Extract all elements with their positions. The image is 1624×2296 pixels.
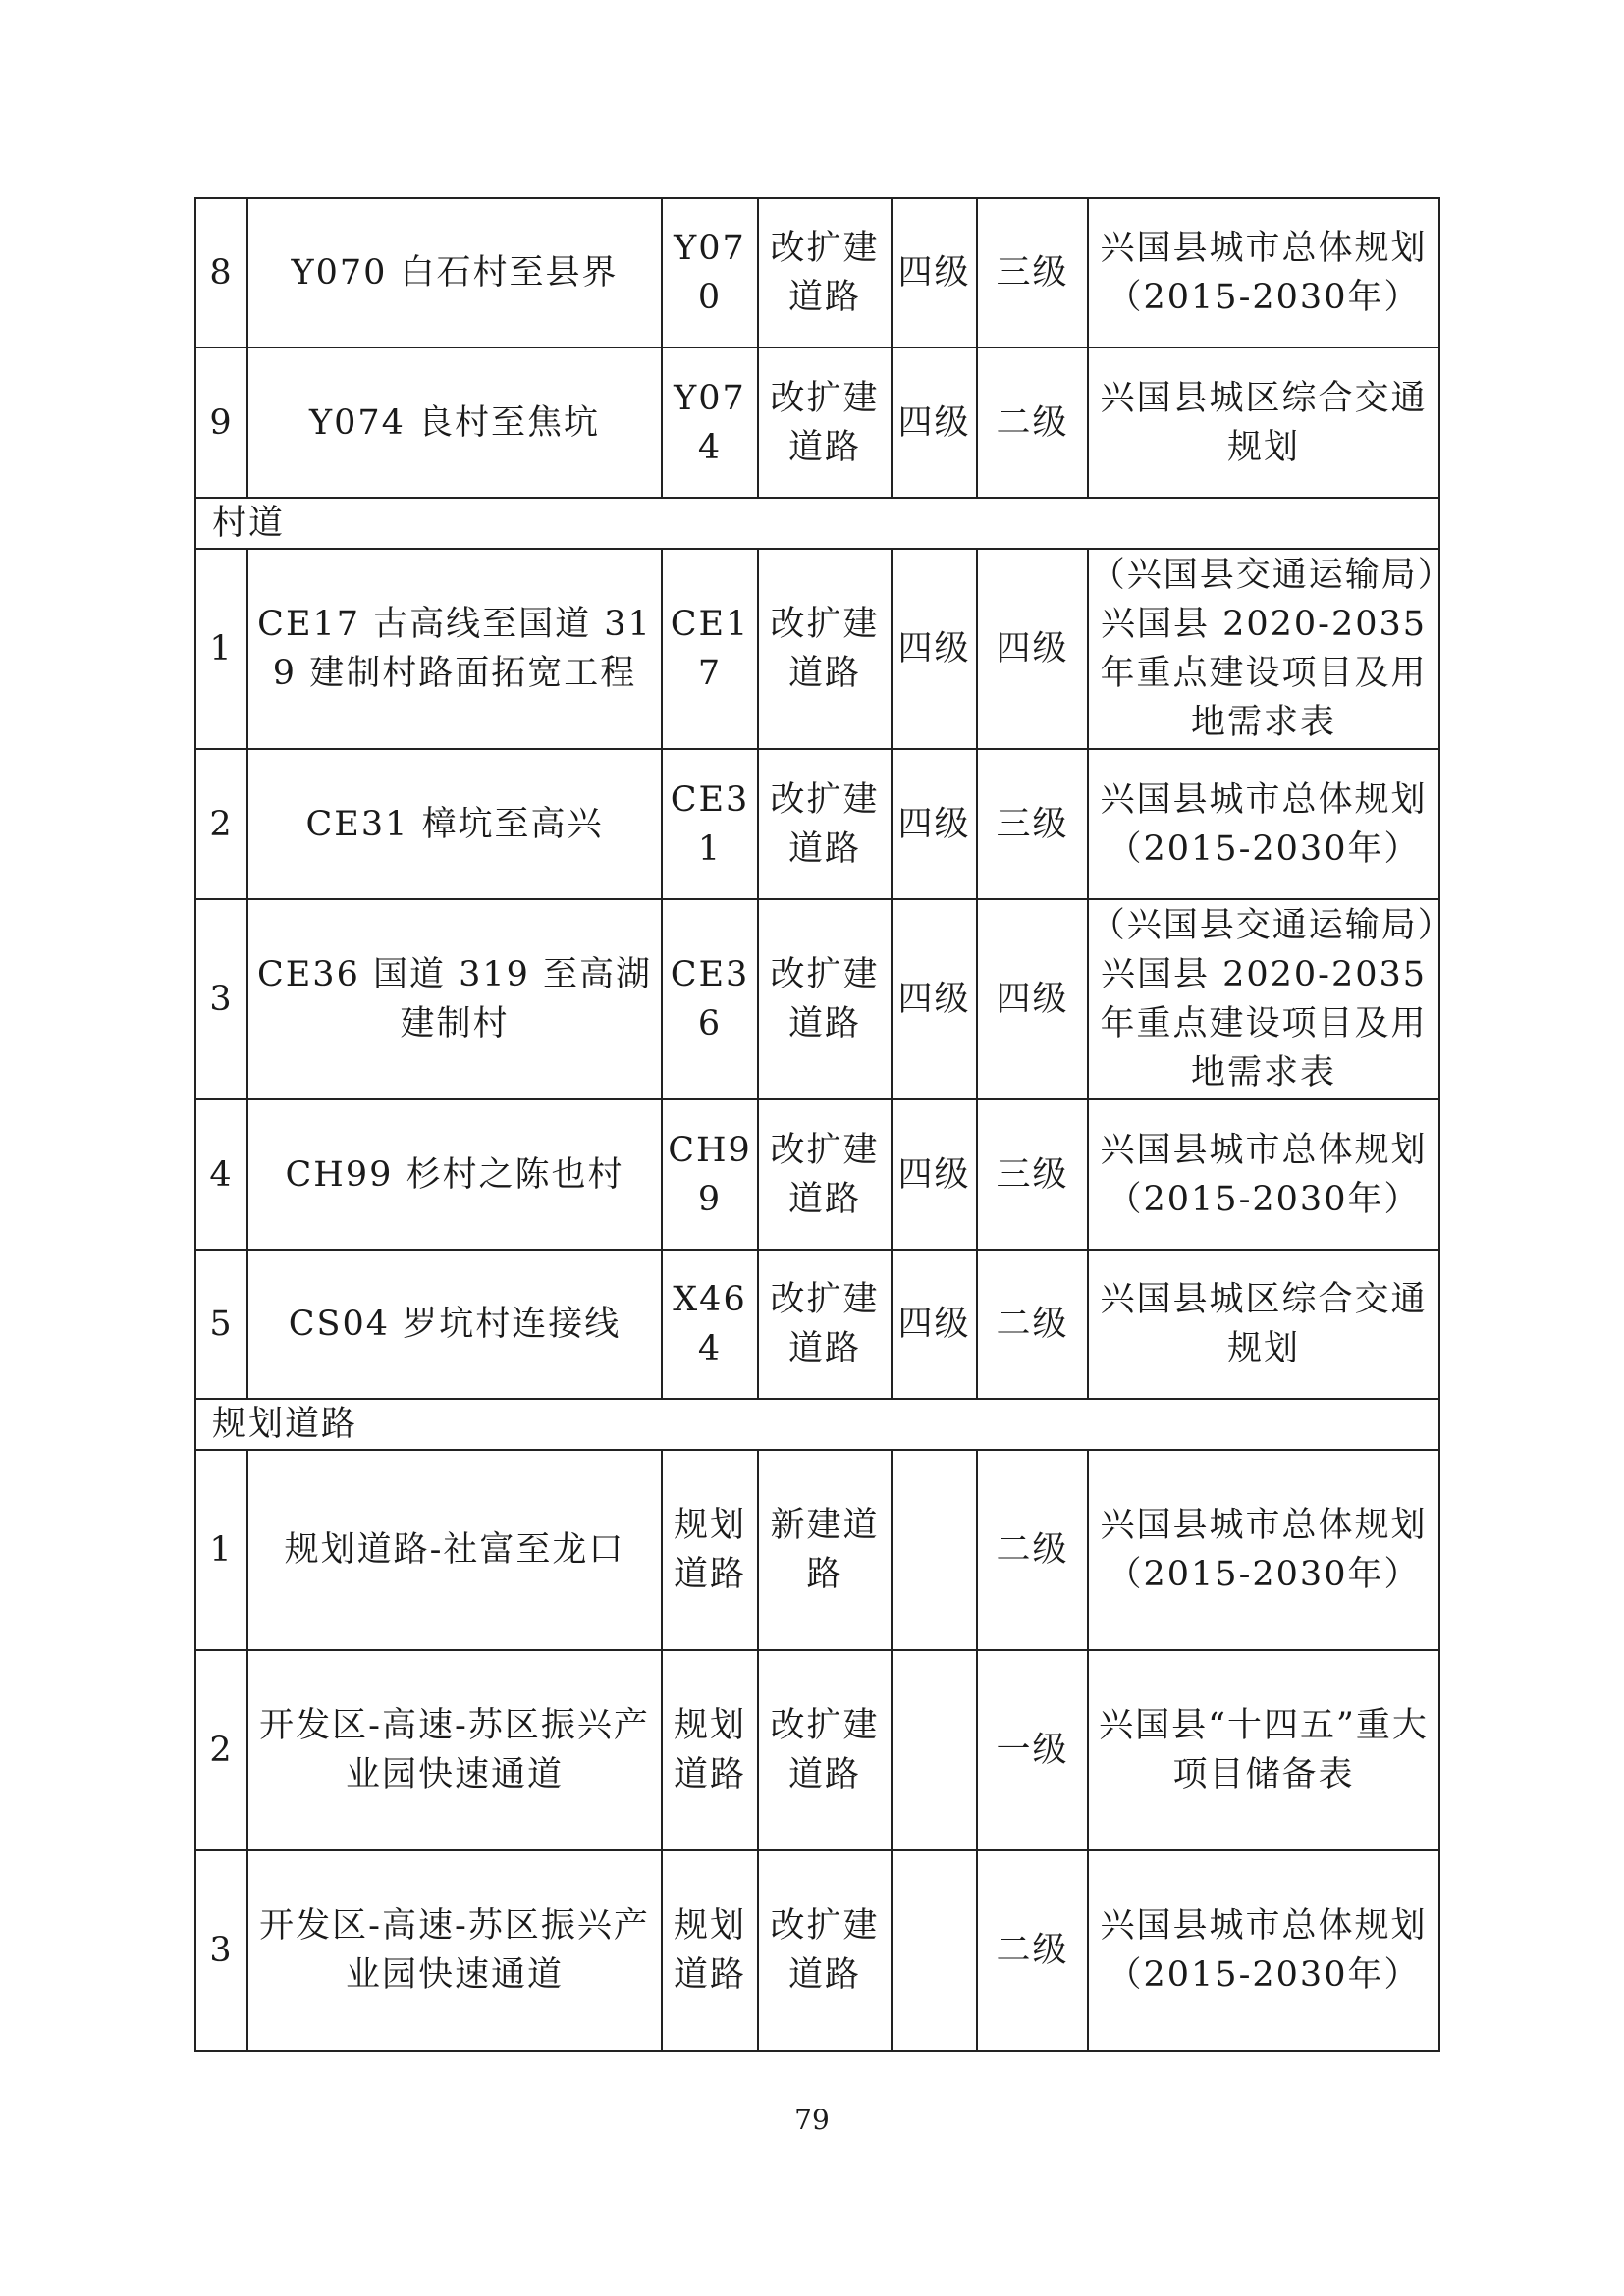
table-row <box>195 899 1439 1099</box>
construction-type: 改扩建道路 <box>758 899 892 1099</box>
source-document: 兴国县城区综合交通规划 <box>1088 347 1439 498</box>
current-grade: 四级 <box>892 198 977 347</box>
road-name: CE17 古高线至国道 319 建制村路面拓宽工程 <box>247 549 662 749</box>
current-grade: 四级 <box>892 549 977 749</box>
planned-grade: 二级 <box>977 1450 1088 1650</box>
current-grade: 四级 <box>892 1099 977 1250</box>
current-grade <box>892 1650 977 1850</box>
planned-grade: 三级 <box>977 1099 1088 1250</box>
row-number: 5 <box>195 1250 247 1399</box>
row-number: 1 <box>195 549 247 749</box>
section-title: 村道 <box>195 498 1439 549</box>
table-row <box>195 347 1439 498</box>
source-document: （兴国县交通运输局）兴国县 2020-2035 年重点建设项目及用地需求表 <box>1088 549 1439 749</box>
construction-type: 改扩建道路 <box>758 749 892 899</box>
road-code: X464 <box>662 1250 758 1399</box>
road-code: 规划道路 <box>662 1450 758 1650</box>
row-number: 4 <box>195 1099 247 1250</box>
road-name: Y070 白石村至县界 <box>247 198 662 347</box>
planned-grade: 二级 <box>977 1250 1088 1399</box>
road-name: CS04 罗坑村连接线 <box>247 1250 662 1399</box>
table-row <box>195 1099 1439 1250</box>
section-title: 规划道路 <box>195 1399 1439 1450</box>
table-row <box>195 749 1439 899</box>
source-document: 兴国县城市总体规划（2015-2030年） <box>1088 1850 1439 2051</box>
planned-grade: 四级 <box>977 899 1088 1099</box>
row-number: 3 <box>195 1850 247 2051</box>
road-code: CE17 <box>662 549 758 749</box>
road-code: Y070 <box>662 198 758 347</box>
planned-grade: 三级 <box>977 198 1088 347</box>
road-code: 规划道路 <box>662 1650 758 1850</box>
current-grade: 四级 <box>892 749 977 899</box>
source-document: （兴国县交通运输局）兴国县 2020-2035 年重点建设项目及用地需求表 <box>1088 899 1439 1099</box>
road-name: CH99 杉村之陈也村 <box>247 1099 662 1250</box>
source-document: 兴国县城区综合交通规划 <box>1088 1250 1439 1399</box>
road-code: CE36 <box>662 899 758 1099</box>
construction-type: 改扩建道路 <box>758 1099 892 1250</box>
row-number: 2 <box>195 1650 247 1850</box>
road-code: CH99 <box>662 1099 758 1250</box>
planned-grade: 二级 <box>977 347 1088 498</box>
current-grade: 四级 <box>892 347 977 498</box>
planned-grade: 一级 <box>977 1650 1088 1850</box>
section-header-row <box>195 498 1439 549</box>
source-document: 兴国县“十四五”重大项目储备表 <box>1088 1650 1439 1850</box>
row-number: 2 <box>195 749 247 899</box>
road-name: CE31 樟坑至高兴 <box>247 749 662 899</box>
road-code: CE31 <box>662 749 758 899</box>
road-code: Y074 <box>662 347 758 498</box>
table-row <box>195 1650 1439 1850</box>
source-document: 兴国县城市总体规划（2015-2030年） <box>1088 198 1439 347</box>
construction-type: 改扩建道路 <box>758 1650 892 1850</box>
table-row <box>195 198 1439 347</box>
row-number: 9 <box>195 347 247 498</box>
current-grade <box>892 1850 977 2051</box>
planning-table <box>194 197 1440 2052</box>
road-name: Y074 良村至焦坑 <box>247 347 662 498</box>
row-number: 8 <box>195 198 247 347</box>
current-grade: 四级 <box>892 1250 977 1399</box>
construction-type: 改扩建道路 <box>758 1250 892 1399</box>
road-name: 规划道路-社富至龙口 <box>247 1450 662 1650</box>
road-name: CE36 国道 319 至高湖建制村 <box>247 899 662 1099</box>
row-number: 3 <box>195 899 247 1099</box>
planned-grade: 四级 <box>977 549 1088 749</box>
source-document: 兴国县城市总体规划（2015-2030年） <box>1088 1099 1439 1250</box>
table-row <box>195 1850 1439 2051</box>
row-number: 1 <box>195 1450 247 1650</box>
road-name: 开发区-高速-苏区振兴产业园快速通道 <box>247 1650 662 1850</box>
section-header-row <box>195 1399 1439 1450</box>
table-row <box>195 1250 1439 1399</box>
source-document: 兴国县城市总体规划（2015-2030年） <box>1088 1450 1439 1650</box>
construction-type: 改扩建道路 <box>758 347 892 498</box>
page-number: 79 <box>794 2104 830 2136</box>
construction-type: 改扩建道路 <box>758 198 892 347</box>
current-grade <box>892 1450 977 1650</box>
construction-type: 改扩建道路 <box>758 549 892 749</box>
road-code: 规划道路 <box>662 1850 758 2051</box>
source-document: 兴国县城市总体规划（2015-2030年） <box>1088 749 1439 899</box>
road-name: 开发区-高速-苏区振兴产业园快速通道 <box>247 1850 662 2051</box>
construction-type: 新建道路 <box>758 1450 892 1650</box>
table-row <box>195 1450 1439 1650</box>
planned-grade: 二级 <box>977 1850 1088 2051</box>
table-row <box>195 549 1439 749</box>
construction-type: 改扩建道路 <box>758 1850 892 2051</box>
planned-grade: 三级 <box>977 749 1088 899</box>
current-grade: 四级 <box>892 899 977 1099</box>
